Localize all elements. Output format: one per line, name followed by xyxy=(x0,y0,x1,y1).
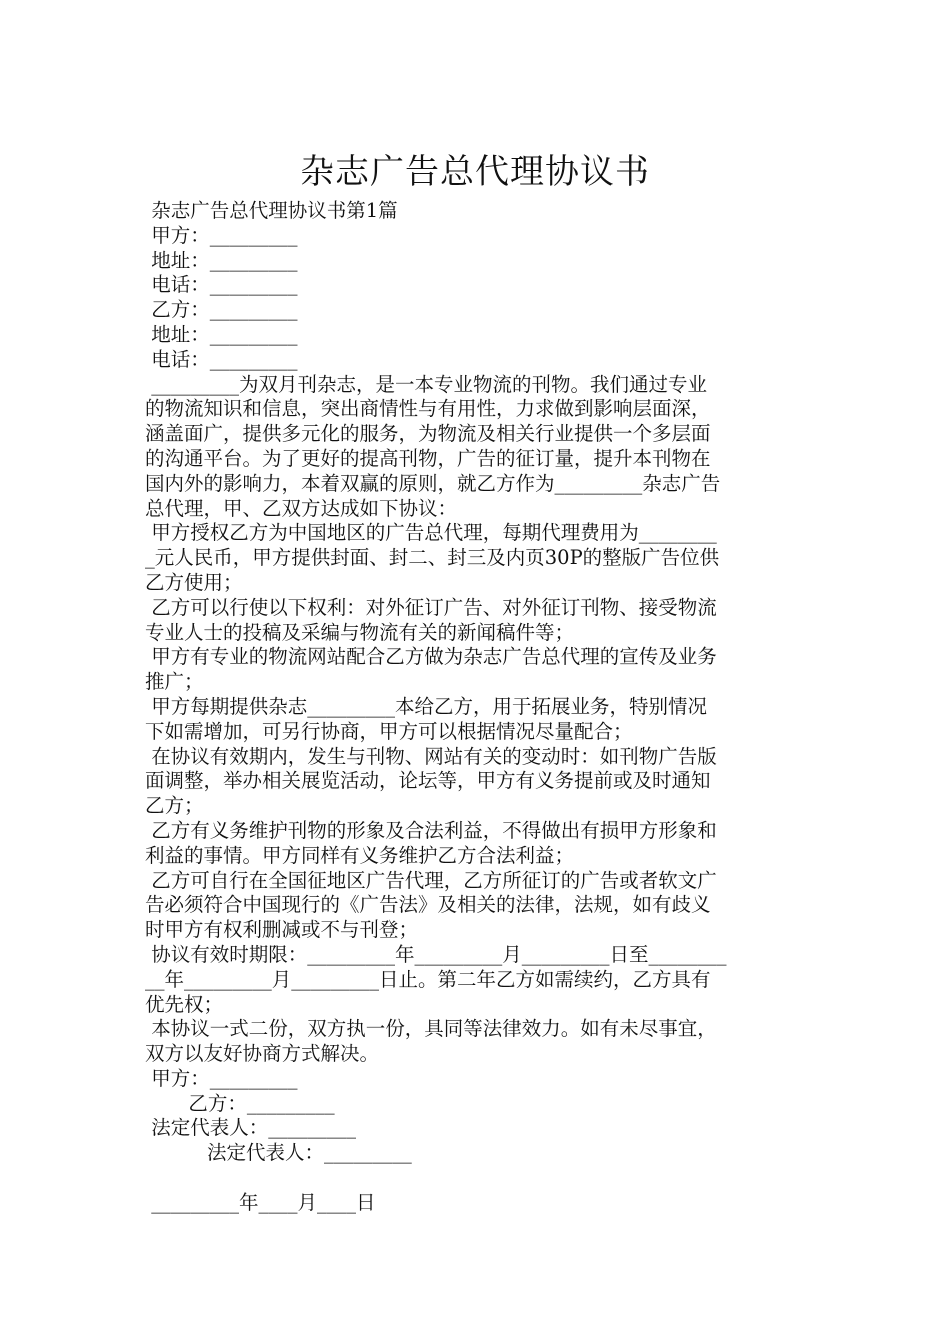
document-line: 电话：_________ xyxy=(145,273,298,297)
document-line: 本协议一式二份，双方执一份，具同等法律效力。如有未尽事宜， xyxy=(145,1017,717,1041)
document-line: 涵盖面广，提供多元化的服务，为物流及相关行业提供一个多层面 xyxy=(145,422,711,446)
document-line: 甲方授权乙方为中国地区的广告总代理，每期代理费用为________ xyxy=(145,521,717,545)
document-title: 杂志广告总代理协议书 xyxy=(300,151,650,192)
document-line: 总代理，甲、乙双方达成如下协议： xyxy=(145,496,458,520)
document-line xyxy=(145,1166,815,1191)
document-line: 乙方使用； xyxy=(145,570,243,594)
document-line: 时甲方有权利删减或不与刊登； xyxy=(145,918,419,942)
document-line: 双方以友好协商方式解决。 xyxy=(145,1042,380,1066)
document-line: 优先权； xyxy=(145,992,224,1016)
document-line: 乙方可自行在全国征地区广告代理，乙方所征订的广告或者软文广 xyxy=(145,868,717,892)
document-line: 推广； xyxy=(145,670,204,694)
document-line: 告必须符合中国现行的《广告法》及相关的法律，法规，如有歧义 xyxy=(145,893,711,917)
document-line: __年_________月_________日止。第二年乙方如需续约，乙方具有 xyxy=(145,967,711,991)
document-line: 国内外的影响力，本着双赢的原则，就乙方作为_________杂志广告 xyxy=(145,471,721,495)
document-line: 电话：_________ xyxy=(145,347,298,371)
document-line: 乙方有义务维护刊物的形象及合法利益，不得做出有损甲方形象和 xyxy=(145,818,717,842)
document-line: 甲方：_________ xyxy=(145,1066,298,1090)
document-line: 专业人士的投稿及采编与物流有关的新闻稿件等； xyxy=(145,620,575,644)
document-line: 乙方：_________ xyxy=(145,298,298,322)
document-line: 法定代表人：_________ xyxy=(145,1116,356,1140)
document-line: 法定代表人：_________ xyxy=(145,1141,412,1165)
document-line: 在协议有效期内，发生与刊物、网站有关的变动时：如刊物广告版 xyxy=(145,744,717,768)
document-line: 协议有效时期限：_________年_________月_________日至________ xyxy=(145,942,727,966)
document-line: 地址：_________ xyxy=(145,322,298,346)
document-line: _元人民币，甲方提供封面、封二、封三及内页30P的整版广告位供 xyxy=(145,546,720,570)
document-line: 面调整，举办相关展览活动，论坛等，甲方有义务提前或及时通知 xyxy=(145,769,711,793)
document-line: 杂志广告总代理协议书第1篇 xyxy=(145,199,398,222)
document-line: 甲方：_________ xyxy=(145,223,298,247)
document-line: 乙方； xyxy=(145,794,204,818)
document-line: 甲方每期提供杂志_________本给乙方，用于拓展业务，特别情况 xyxy=(145,694,707,718)
document-body xyxy=(145,199,815,1216)
document-line: _________为双月刊杂志，是一本专业物流的刊物。我们通过专业 xyxy=(145,372,707,396)
document-line: 的沟通平台。为了更好的提高刊物，广告的征订量，提升本刊物在 xyxy=(145,446,711,470)
document-line: 利益的事情。甲方同样有义务维护乙方合法利益； xyxy=(145,843,575,867)
document-line: 下如需增加，可另行协商，甲方可以根据情况尽量配合； xyxy=(145,719,633,743)
document-line: 乙方：_________ xyxy=(145,1091,335,1115)
document-line: 甲方有专业的物流网站配合乙方做为杂志广告总代理的宣传及业务 xyxy=(145,645,717,669)
document-line: 地址：_________ xyxy=(145,248,298,272)
document-line: 乙方可以行使以下权利：对外征订广告、对外征订刊物、接受物流 xyxy=(145,595,717,619)
document-line: 的物流知识和信息，突出商情性与有用性，力求做到影响层面深， xyxy=(145,397,711,421)
document-line: _________年____月____日 xyxy=(145,1190,376,1214)
